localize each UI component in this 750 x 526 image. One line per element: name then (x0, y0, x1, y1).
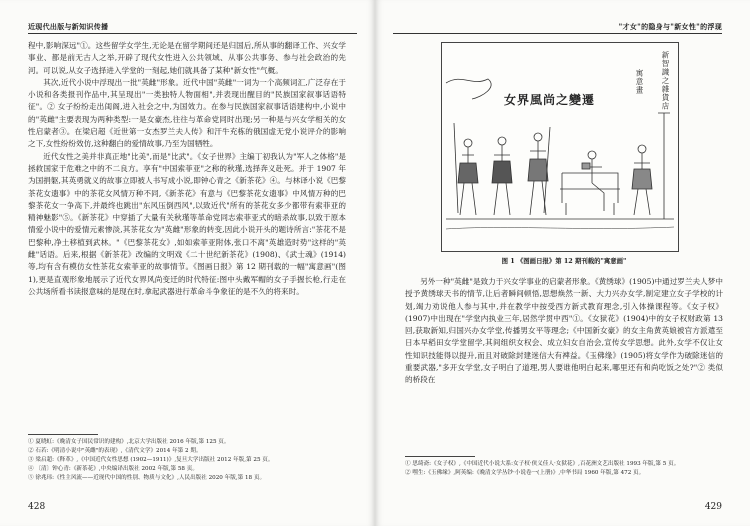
paragraph: 另外一种"英雌"是致力于兴女学事业的启蒙者形象。《黄绣球》(1905)中通过罗兰夫人梦中授予黄绣球天书的情节,让后者瞬间顿悟,思想焕然一新、大力兴办女学,制定建立女子学校的计划,竭力劝说他人参与其中,并在教学中按受西方新式教育理念,引入体操课程等。《女子权》(1907)中出现在"学堂内执业三年,居然学贯中西"①。《女狱花》(1904)中的女子权财政第 13 回,获取新知,归国兴办女学堂,传播男女平等理念;《中国新女豪》的女主角黄英娘被官方派遣至日本早稻田女学堂留学,其间组织女权会、成立妇女自治会,宣传女学思想。此外,女学不仅让女性知识技能得以提升,而且对破除封建迷信大有裨益。《玉佛缘》(1905)将女学作为破除迷信的重要武器,"多开女学堂,女子明白了道理,男人要谁他明白起来,哪里还有和尚吃饭之处?"② 类似的桥段在 (405, 277, 723, 385)
page-number-left: 428 (28, 502, 46, 512)
footnote: ② 石若:《明清小说中"英雌"的表现》,《清代文学》2014 年第 2 期。 (28, 448, 202, 454)
footnote: ③ 梁启超:《释革》,《中国近代女性思想 (1902—1911)》,复旦大学出版社 2012 年版,第 25 页。 (28, 457, 274, 463)
right-footnotes (405, 460, 723, 478)
figure-sub-inscription: 寓意畫 (635, 69, 644, 95)
header-rule-left (28, 33, 357, 34)
page-number-right: 429 (704, 502, 722, 512)
footnote: ① 思绮斋:《女子权》,《中国近代小说大系:女子权·侠义佳人·女狱花》,百花洲文艺出版社 1993 年版,第 5 页。 (405, 461, 680, 467)
footnote: ④ 〔清〕钟心青:《新茶花》,中央编译出版社 2002 年版,第 58 页。 (28, 466, 198, 472)
running-head-right: "才女"的隐身与"新女性"的浮现 (618, 22, 722, 31)
right-page (375, 0, 750, 526)
figure-illustration (441, 42, 679, 252)
header-rule-right (393, 33, 722, 34)
paragraph: 程中,影响深远"①。这些留学女学生,无论是在留学期间还是归国后,所从事的翻译工作、兴女学事业、都是前无古人之举,开辟了现代女性进入公共领域、从事公共事务、参与社会政治的先河。可以说,从女子选择进入学堂的一刻起,她们就具备了某种"新女性"气概。 (28, 41, 346, 75)
footnote-rule-left (28, 434, 98, 435)
figure-title: 女界風尚之變遷 (504, 93, 596, 107)
left-body-text (28, 40, 346, 400)
right-body-text (405, 276, 723, 456)
figure-caption: 图 1 《图画日报》第 12 期刊载的"寓意画" (501, 257, 627, 265)
figure-inscription: 新智識之雜貨店 (661, 51, 670, 111)
left-footnotes (28, 438, 346, 483)
paragraph: 其次,近代小说中浮现出一批"英雌"形象。近代中国"英雌"一词为一个高频词汇,广泛存在于小说和各类报刊作品中,其呈现出"一类独特人物面相",并表现出醒目的"民族国家叙事话语特征"。② 女子纷纷走出闺阁,进入社会之中,为国效力。在参与民族国家叙事话语建构中,小说中的"英雌"主要表现为两种类型:一是女豪杰,往往与革命党同时出现;另一种是与兴女学相关的女性启蒙者③。在梁启超《近世第一女杰罗兰夫人传》和汗牛充栋的俄国虚无党小说评介的影响之下,女性纷纷效仿,这种翻白的爱情故事,乃至为国牺牲。 (28, 77, 346, 149)
footnote: ① 夏晓虹:《晚清女子国民常识的建构》,北京大学出版社 2016 年版,第 125 页。 (28, 439, 230, 445)
paragraph: 近代女性之美并非真正地"比美",而是"比武"。《女子世界》主编丁初我认为"军人之体格"是拯救国家于危难之中的不二良方。享有"中国索菲亚"之称的秋瑾,选择奔义赴死。并于 1907 年为国捐躯,其英勇就义的故事立即被人书写成小说,即钟心青之《新茶花》④。与林译小说《巴黎茶花女遗事》中的茶花女风情万种不同,《新茶花》有意与《巴黎茶花女遗事》中风情万种的巴黎茶花女一争高下,并最终也跳出"东风压倒西风",以致近代"所有的茶花女多少都带有索菲亚的精神魅影"⑤。《新茶花》中穿插了大量有关秋瑾等革命党同志索菲亚式的暗杀故事,以致于原本情爱小说中的爱情元素惨淡,其茶花女为"英雌"形象的转变,因此小说开头的题诗所言:"茶花不是巴黎种,净土移植到武林。"《巴黎茶花女》,如如索菲亚附体,张口不离"英雄造时势"这样的"英雌"话语。后来,根据《新茶花》改编的文明戏《二十世纪新茶花》(1908)、《武士魂》(1914)等,均有含有模仿女性茶花女索菲亚的故事情节。《图画日报》第 12 期刊载的一幅"寓意画"(图 1),更是直观形象地展示了近代女界风尚变迁的时代特征:图中头戴军帽的女子手握长枪,行走在公共场所看书读报意味的是现在时,拿起武器进行革命斗争象征的是不久的将来时。 (28, 151, 346, 296)
running-head-left: 近现代出版与新知识传播 (28, 22, 109, 31)
footnote: ⑤ 徐兆玮:《性主风流——近现代中国的性别、物质与文化》,人民出版社 2020 年版,第 18 页。 (28, 475, 266, 481)
footnote: ② 嘿生:《玉佛缘》,阿英编:《晚清文学丛钞·小说卷一(上册)》,中华书局 1960 年版,第 472 页。 (405, 470, 645, 476)
figure-drawing (442, 43, 678, 251)
footnote-rule-right (405, 456, 475, 457)
